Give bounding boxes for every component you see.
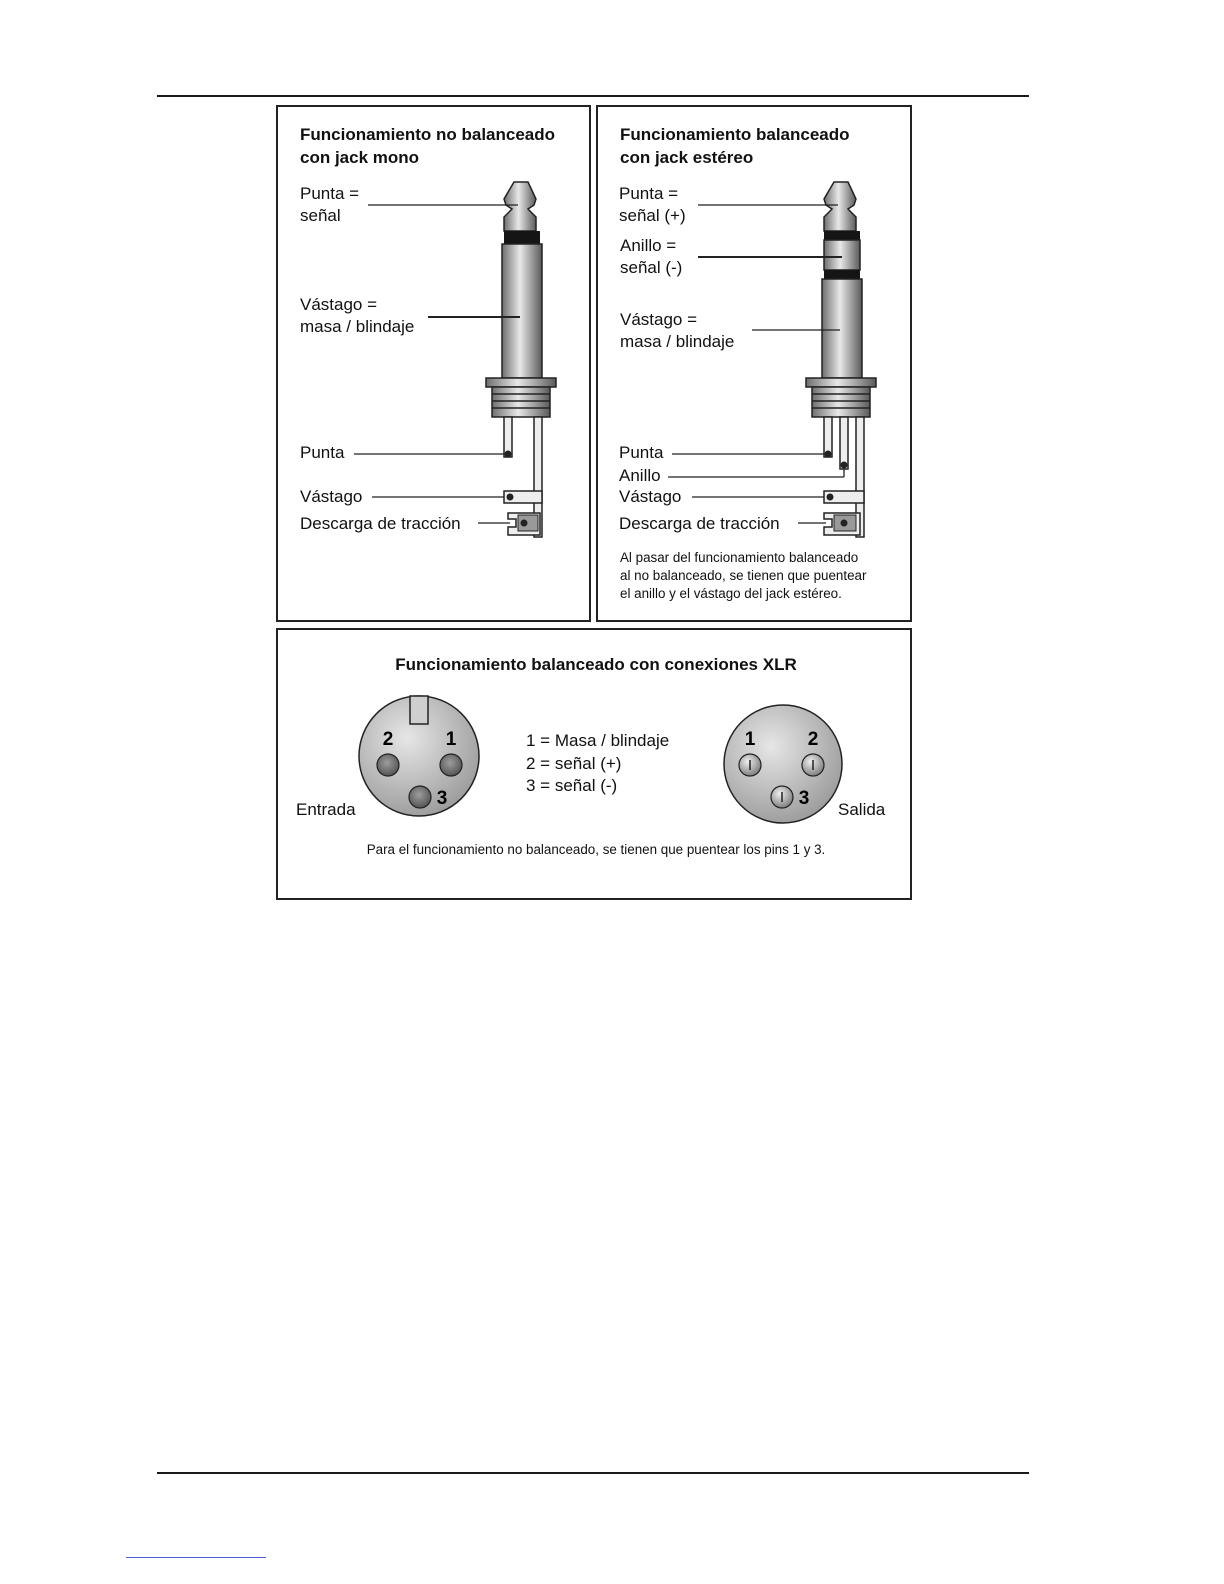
xlr-input-label: Entrada [296, 800, 356, 819]
mono-strain-relief-label: Descarga de tracción [300, 514, 461, 533]
xlr-panel [276, 628, 912, 900]
mono-tip-label: Punta = señal [300, 184, 360, 225]
stereo-sleeve-label: Vástago = masa / blindaje [620, 310, 735, 351]
xlr-output-pin-label: 2 [807, 729, 819, 750]
xlr-output-label: Salida [838, 800, 886, 819]
stereo-strain-relief-label: Descarga de tracción [619, 514, 780, 533]
stereo-wire-ring-label: Anillo [619, 466, 661, 485]
mono-wire-tip-label: Punta [300, 443, 345, 462]
stereo-ring-label: Anillo = señal (-) [620, 236, 683, 277]
xlr-input-pin-label: 1 [445, 729, 457, 750]
legend-pin-2: 2 = señal (+) [526, 753, 622, 773]
mono-jack-panel [276, 105, 591, 622]
xlr-input-pin-label: 2 [382, 729, 394, 750]
xlr-bridging-note: Para el funcionamiento no balanceado, se tienen que puentear los pins 1 y 3. [366, 842, 826, 857]
stereo-wire-sleeve-label: Vástago [619, 487, 682, 506]
footer-rule [157, 1472, 1029, 1474]
header-rule [157, 95, 1029, 97]
stereo-jack-panel [596, 105, 912, 622]
mono-sleeve-label: Vástago = masa / blindaje [300, 295, 415, 336]
legend-pin-1: 1 = Masa / blindaje [526, 731, 670, 750]
stereo-tip-label: Punta = señal (+) [619, 184, 686, 225]
xlr-panel-title: Funcionamiento balanceado con conexiones XLR [395, 655, 797, 674]
stereo-bridging-note: Al pasar del funcionamiento balanceado al no balanceado, se tienen que puentear el anillo y el vástago del jack estéreo. [620, 550, 867, 601]
xlr-input-pin-label: 3 [436, 788, 448, 809]
stereo-panel-title: Funcionamiento balanceado con jack estéreo [620, 125, 850, 167]
xlr-output-pin-label: 1 [744, 729, 756, 750]
stereo-wire-tip-label: Punta [619, 443, 664, 462]
legend-pin-3: 3 = señal (-) [526, 776, 618, 795]
xlr-output-pin-label: 3 [798, 788, 810, 809]
xlr-pin-legend [526, 730, 669, 798]
mono-panel-title: Funcionamiento no balanceado con jack mono [300, 125, 556, 167]
mono-wire-sleeve-label: Vástago [300, 487, 363, 506]
footer-link-underline [126, 1557, 266, 1558]
